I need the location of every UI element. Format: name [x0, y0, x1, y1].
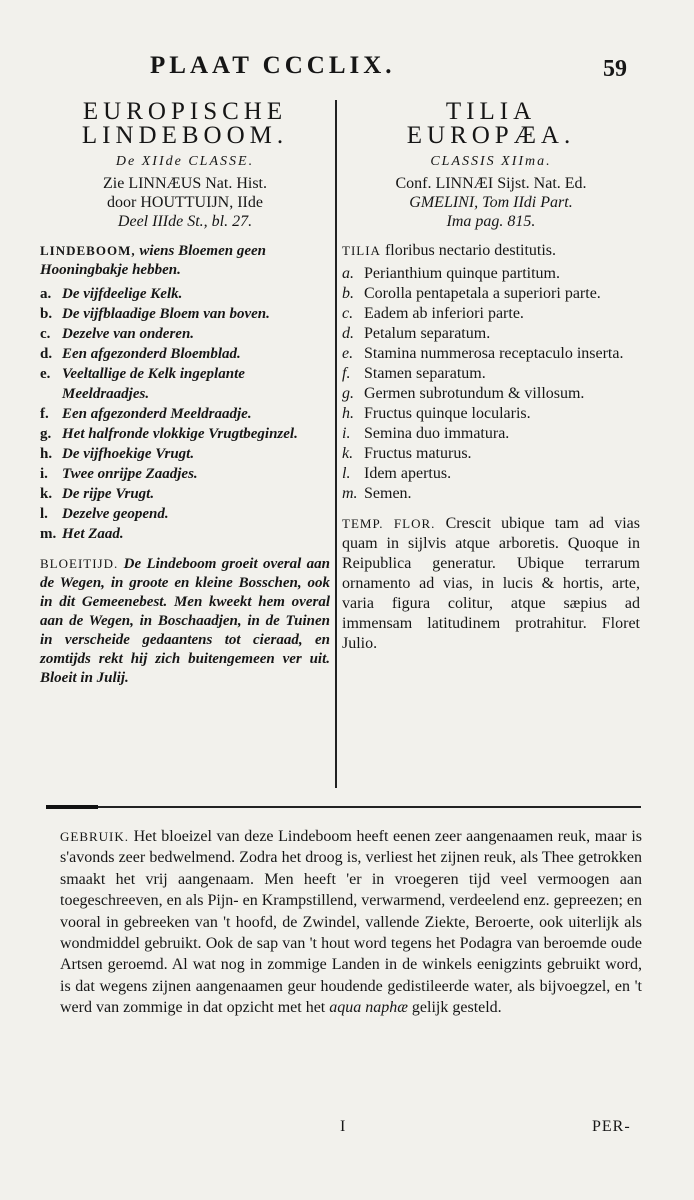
item-label: m.: [342, 485, 358, 502]
list-item: [40, 464, 330, 484]
list-item: [40, 284, 330, 304]
item-label: a.: [342, 265, 354, 282]
item-text: Perianthium quinque partitum.: [364, 265, 560, 282]
item-label: h.: [40, 446, 53, 462]
usage-paragraph: [60, 826, 642, 1019]
dutch-ref-line1: Zie LINNÆUS Nat. Hist.: [103, 175, 267, 192]
item-label: l.: [40, 506, 48, 522]
list-item: [342, 304, 640, 324]
dutch-flowering-text: De Lindeboom groeit overal aan de Wegen, in groote en kleine Bosschen, ook in dit Gemeenebest. Men kweekt hem overal aan de Wegen, in Boschaadjen, in de Tuinen in verscheide gedaantens tot cieraad, en zomtijds rekt hij zich buitengemeen ver uit. Bloeit in Julij.: [40, 556, 331, 686]
list-item: [342, 284, 640, 304]
list-item: [40, 304, 330, 324]
dutch-part-list: [40, 284, 330, 544]
column-divider: [335, 100, 337, 788]
item-label: k.: [40, 486, 53, 502]
list-item: [342, 364, 640, 384]
list-item: [342, 464, 640, 484]
item-label: i.: [342, 425, 351, 442]
dutch-title-line1: EUROPISCHE: [82, 98, 288, 125]
dutch-intro-key: LINDEBOOM,: [40, 243, 136, 258]
dutch-reference: [40, 174, 330, 231]
item-text: Het halfronde vlokkige Vrugtbeginzel.: [62, 426, 298, 442]
dutch-flowering-key: BLOEITIJD.: [40, 556, 119, 571]
latin-flowering-text: Crescit ubique tam ad vias quam in sijlvis atque arboretis. Quoque in Reipublica generatur. Ubique terrarum ornamento ad vias, in lucis & hortis, arte, varia figura colitur, atque sæpius ad immensam latitudinem protrahitur. Floret Julio.: [342, 515, 641, 652]
latin-classis: CLASSIS XIIma.: [430, 154, 552, 169]
list-item: [40, 324, 330, 344]
latin-ref-line3: Ima pag. 815.: [446, 213, 536, 230]
latin-flowering: [342, 514, 640, 654]
dutch-title-line2: LINDEBOOM.: [81, 122, 289, 149]
list-item: [342, 444, 640, 464]
list-item: [40, 424, 330, 444]
list-item: [40, 524, 330, 544]
catchword: PER-: [592, 1118, 631, 1135]
item-label: a.: [40, 286, 52, 302]
item-label: f.: [40, 406, 49, 422]
usage-tail: gelijk gesteld.: [411, 999, 502, 1017]
dutch-ref-line2: door HOUTTUIJN, IIde: [107, 194, 263, 211]
item-text: Stamen separatum.: [364, 365, 486, 382]
list-item: [342, 484, 640, 504]
latin-flowering-key: TEMP. FLOR.: [342, 516, 436, 531]
usage-key: GEBRUIK.: [60, 829, 130, 844]
item-label: h.: [342, 405, 354, 422]
latin-column: [342, 100, 640, 654]
item-label: e.: [342, 345, 354, 362]
item-text: Het Zaad.: [62, 526, 124, 542]
list-item: [40, 404, 330, 424]
latin-title-line1: TILIA: [445, 98, 537, 125]
page-number: 59: [603, 56, 627, 82]
dutch-intro-text: wiens Bloemen geen Hooningbakje hebben.: [40, 243, 267, 278]
dutch-column: [40, 100, 330, 688]
item-text: Een afgezonderd Bloemblad.: [62, 346, 241, 362]
item-label: e.: [40, 366, 51, 382]
usage-text: Het bloeizel van deze Lindeboom heeft eenen zeer aangenaamen reuk, maar is s'avonds zeer bedwelmend. Zodra het droog is, verliest het zijnen reuk, als Thee getrokken smaakt het vrij aangenaam. Men heeft 'er in vroegeren tijd veel vermoogen aan toegeschreeven, en als Pijn- en Krampstillend, verwarmend, verdeelend enz. gepreezen; en vooral in gebreeken van 't hoofd, de Zwindel, vallende Ziekte, Beroerte, ook uiterlijk als wondmiddel gebruikt. Ook de sap van 't hout word tegens het Podagra van beroemde oude Artsen geroemd. Al wat nog in zommige Landen in de winkels eenigzints gebruikt word, is dat wegens zijnen aangenaamen geur houdende gedistileerde water, als bijvoegzel, en 't werd van zommige in dat opzicht met het: [60, 828, 643, 1017]
item-text: Dezelve geopend.: [62, 506, 169, 522]
dutch-intro: [40, 241, 330, 280]
list-item: [342, 424, 640, 444]
item-label: c.: [40, 326, 51, 342]
latin-intro: [342, 241, 640, 260]
item-text: Dezelve van onderen.: [62, 326, 195, 342]
list-item: [40, 444, 330, 464]
item-label: d.: [40, 346, 53, 362]
item-text: Idem apertus.: [364, 465, 452, 482]
section-rule: [46, 806, 641, 808]
signature-mark: I: [340, 1118, 346, 1135]
item-text: Veeltallige de Kelk ingeplante Meeldraadjes.: [62, 366, 245, 402]
dutch-flowering: [40, 554, 330, 688]
list-item: [40, 484, 330, 504]
item-text: Petalum separatum.: [364, 325, 491, 342]
item-label: g.: [40, 426, 52, 442]
item-text: Twee onrijpe Zaadjes.: [62, 466, 198, 482]
list-item: [342, 404, 640, 424]
latin-part-list: [342, 264, 640, 504]
item-label: b.: [40, 306, 53, 322]
item-label: i.: [40, 466, 48, 482]
item-label: m.: [40, 526, 57, 542]
plate-title: PLAAT CCCLIX.: [150, 52, 396, 79]
item-text: Een afgezonderd Meeldraadje.: [62, 406, 252, 422]
item-label: f.: [342, 365, 351, 382]
item-label: l.: [342, 465, 351, 482]
latin-title-line2: EUROPÆA.: [406, 122, 576, 149]
item-text: De vijfblaadige Bloem van boven.: [62, 306, 270, 322]
list-item: [342, 324, 640, 344]
item-label: b.: [342, 285, 354, 302]
usage-latin-term: aqua naphæ: [329, 999, 408, 1017]
item-label: g.: [342, 385, 354, 402]
item-label: d.: [342, 325, 354, 342]
latin-intro-text: floribus nectario destitutis.: [384, 242, 557, 259]
list-item: [342, 344, 640, 364]
item-label: k.: [342, 445, 354, 462]
item-text: De vijfdeelige Kelk.: [62, 286, 183, 302]
list-item: [40, 344, 330, 364]
latin-ref-line2: GMELINI, Tom IIdi Part.: [409, 194, 573, 211]
item-text: Eadem ab inferiori parte.: [364, 305, 524, 322]
list-item: [40, 364, 330, 404]
item-text: De vijfhoekige Vrugt.: [62, 446, 195, 462]
item-text: Germen subrotundum & villosum.: [364, 385, 585, 402]
list-item: [342, 264, 640, 284]
dutch-classis: De XIIde CLASSE.: [115, 154, 255, 169]
item-text: De rijpe Vrugt.: [62, 486, 155, 502]
latin-reference: [342, 174, 640, 231]
item-text: Fructus maturus.: [364, 445, 472, 462]
item-text: Corolla pentapetala a superiori parte.: [364, 285, 601, 302]
section-rule-mark: [46, 805, 98, 809]
latin-ref-line1: Conf. LINNÆI Sijst. Nat. Ed.: [395, 175, 587, 192]
item-text: Semen.: [364, 485, 412, 502]
dutch-ref-line3: Deel IIIde St., bl. 27.: [117, 213, 253, 230]
list-item: [342, 384, 640, 404]
list-item: [40, 504, 330, 524]
item-text: Semina duo immatura.: [364, 425, 510, 442]
item-label: c.: [342, 305, 354, 322]
item-text: Fructus quinque locularis.: [364, 405, 531, 422]
latin-intro-key: TILIA: [342, 243, 381, 258]
item-text: Stamina nummerosa receptaculo inserta.: [364, 345, 624, 362]
